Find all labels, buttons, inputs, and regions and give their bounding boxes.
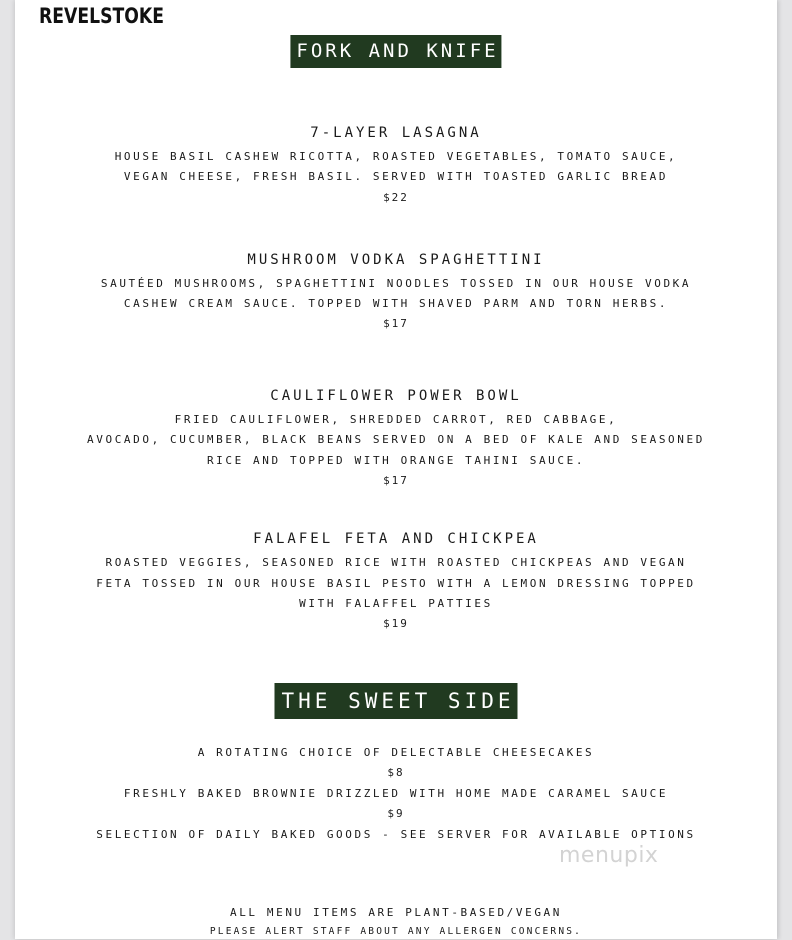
menu-item-description-line: HOUSE BASIL CASHEW RICOTTA, ROASTED VEGETABLES, TOMATO SAUCE, <box>114 150 678 163</box>
menu-item-price: $17 <box>383 474 409 487</box>
menu-item-description-line: ROASTED VEGGIES, SEASONED RICE WITH ROASTED CHICKPEAS AND VEGAN <box>105 556 687 569</box>
dessert-item: FRESHLY BAKED BROWNIE DRIZZLED WITH HOME MADE CARAMEL SAUCE <box>123 787 669 800</box>
menu-item-description-line: VEGAN CHEESE, FRESH BASIL. SERVED WITH TOASTED GARLIC BREAD <box>123 170 669 183</box>
menu-item-description-line: WITH FALAFFEL PATTIES <box>299 597 493 610</box>
dessert-price: $9 <box>387 807 405 820</box>
menu-page <box>15 0 777 939</box>
menu-item-description-line: FRIED CAULIFLOWER, SHREDDED CARROT, RED CABBAGE, <box>174 413 618 426</box>
dessert-price: $8 <box>387 766 405 779</box>
dessert-item: A ROTATING CHOICE OF DELECTABLE CHEESECAKES <box>197 746 595 759</box>
menu-item-price: $19 <box>383 617 409 630</box>
footer-allergen-note: PLEASE ALERT STAFF ABOUT ANY ALLERGEN CONCERNS. <box>209 926 583 937</box>
restaurant-logo: REVELSTOKE <box>39 4 164 28</box>
menu-item-description-line: AVOCADO, CUCUMBER, BLACK BEANS SERVED ON A BED OF KALE AND SEASONED <box>87 433 705 446</box>
menu-item-title: CAULIFLOWER POWER BOWL <box>270 388 522 404</box>
section-heading-fork-and-knife: FORK AND KNIFE <box>290 35 501 68</box>
dessert-item: SELECTION OF DAILY BAKED GOODS - SEE SERVER FOR AVAILABLE OPTIONS <box>96 828 696 841</box>
menu-item-title: FALAFEL FETA AND CHICKPEA <box>253 531 539 547</box>
menu-item-description-line: CASHEW CREAM SAUCE. TOPPED WITH SHAVED PARM AND TORN HERBS. <box>123 297 669 310</box>
menu-item-title: MUSHROOM VODKA SPAGHETTINI <box>247 252 545 268</box>
menu-item-description-line: RICE AND TOPPED WITH ORANGE TAHINI SAUCE. <box>206 454 586 467</box>
menu-item-description-line: FETA TOSSED IN OUR HOUSE BASIL PESTO WITH A LEMON DRESSING TOPPED <box>96 577 696 590</box>
menu-item-price: $22 <box>383 191 409 204</box>
footer-note: ALL MENU ITEMS ARE PLANT-BASED/VEGAN <box>229 906 562 919</box>
menu-item-description-line: SAUTÉED MUSHROOMS, SPAGHETTINI NOODLES TOSSED IN OUR HOUSE VODKA <box>100 277 692 290</box>
menu-item-price: $17 <box>383 317 409 330</box>
menu-item-title: 7-LAYER LASAGNA <box>310 125 482 141</box>
section-heading-sweet-side: THE SWEET SIDE <box>274 683 517 719</box>
watermark: menupix <box>559 843 659 868</box>
